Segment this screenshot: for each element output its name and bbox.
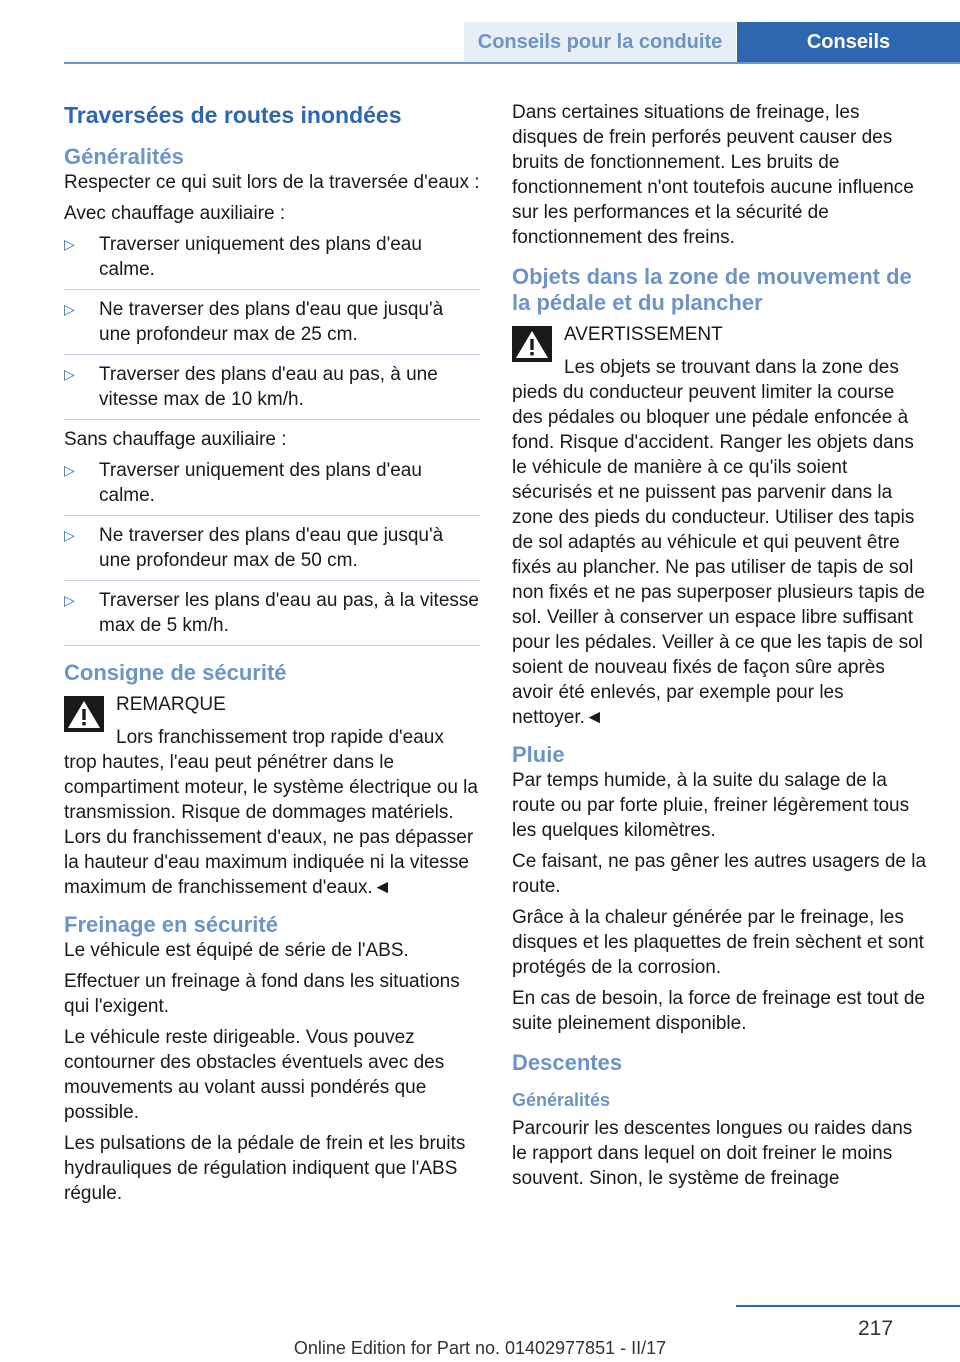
triangle-bullet-icon: ▷ bbox=[64, 462, 75, 478]
with-heater-label: Avec chauffage auxiliaire : bbox=[64, 203, 286, 224]
page-header bbox=[0, 22, 960, 64]
heading-general: Généralités bbox=[64, 144, 184, 169]
abs-paragraph-1: Le véhicule est équipé de série de l'ABS. bbox=[64, 940, 409, 961]
triangle-bullet-icon: ▷ bbox=[64, 301, 75, 317]
heading-safety: Consigne de sécurité bbox=[64, 660, 287, 685]
rain-paragraph-2: Ce faisant, ne pas gêner les autres usagers de la route. bbox=[512, 851, 927, 897]
triangle-bullet-icon: ▷ bbox=[64, 236, 75, 252]
page-number: 217 bbox=[858, 1317, 894, 1340]
abs-paragraph-3: Le véhicule reste dirigeable. Vous pouvez contourner des obstacles éventuels avec des mouvements au volant aussi pondérés que possible. bbox=[64, 1027, 445, 1123]
notice-title: REMARQUE bbox=[116, 694, 226, 715]
heading-pedal-objects: Objets dans la zone de mouvement de la pédale et du plancher bbox=[512, 264, 912, 315]
header-chapter-tab: Conseils bbox=[737, 22, 960, 62]
rain-paragraph-3: Grâce à la chaleur générée par le freinage, les disques et les plaquettes de frein sèchent et sont protégés de la corrosion. bbox=[512, 907, 924, 978]
left-column bbox=[64, 100, 480, 1212]
footer-rule bbox=[736, 1305, 960, 1307]
list-item: ▷ Traverser les plans d'eau au pas, à la vitesse max de 5 km/h. bbox=[64, 588, 480, 646]
heading-flooded-roads: Traversées de routes inondées bbox=[64, 102, 402, 128]
notice-text: Lors franchissement trop rapide d'eaux trop hautes, l'eau peut pénétrer dans le compartiment moteur, le système électrique ou la transmission. Risque de dommages matériels. Lors du franchissement d'eaux, ne pas dépasser la hauteur d'eau maximum indiquée ni la vitesse maximum de franchissement d'eaux.◄ bbox=[64, 727, 478, 898]
warning-triangle-icon bbox=[64, 696, 104, 732]
with-heater-list bbox=[64, 232, 480, 420]
intro-paragraph: Respecter ce qui suit lors de la traversée d'eaux : bbox=[64, 172, 480, 193]
descents-paragraph: Parcourir les descentes longues ou raides dans le rapport dans lequel on doit freiner le moins souvent. Sinon, le système de freinage bbox=[512, 1118, 913, 1189]
triangle-bullet-icon: ▷ bbox=[64, 366, 75, 382]
rain-paragraph-4: En cas de besoin, la force de freinage est tout de suite pleinement disponible. bbox=[512, 988, 925, 1034]
abs-paragraph-2: Effectuer un freinage à fond dans les situations qui l'exigent. bbox=[64, 971, 460, 1017]
triangle-bullet-icon: ▷ bbox=[64, 527, 75, 543]
edition-note: Online Edition for Part no. 01402977851 - II/17 bbox=[293, 1338, 667, 1358]
notice-box bbox=[64, 692, 480, 900]
list-item: ▷ Traverser uniquement des plans d'eau calme. bbox=[64, 458, 480, 516]
rain-paragraph-1: Par temps humide, à la suite du salage de la route ou par forte pluie, freiner légèrement tous les quelques kilomètres. bbox=[512, 770, 910, 841]
heading-descents-general: Généralités bbox=[512, 1090, 611, 1110]
heading-descents: Descentes bbox=[512, 1050, 623, 1075]
abs-paragraph-4: Les pulsations de la pédale de frein et les bruits hydrauliques de régulation indiquent que l'ABS régule. bbox=[64, 1133, 466, 1204]
without-heater-list bbox=[64, 458, 480, 646]
warning-text: Les objets se trouvant dans la zone des pieds du conducteur peuvent limiter la course des pédales ou bloquer une pédale enfoncée à fond. Risque d'accident. Ranger les objets dans le véhicule de manière à ce qu'ils soient sécurisés et ne puissent pas parvenir dans la zone des pieds du conducteur. Utiliser des tapis de sol adaptés au véhicule et qui peuvent être fixés au plancher. Ne pas utiliser de tapis de sol non fixés et ne pas superposer plusieurs tapis de sol. Veiller à conserver un espace libre suffisant pour les pédales. Veiller à ce que les tapis de sol soient de nouveau fixés de façon sûre après avoir été enlevés, par exemple pour les nettoyer.◄ bbox=[512, 357, 925, 728]
heading-rain: Pluie bbox=[512, 742, 565, 767]
list-item: ▷ Ne traverser des plans d'eau que jusqu'à une profondeur max de 25 cm. bbox=[64, 297, 480, 355]
brake-disc-paragraph: Dans certaines situations de freinage, les disques de frein perforés peuvent causer des bruits de fonctionnement. Les bruits de fonctionnement n'ont toutefois aucune influence sur les performances et la sécurité de fonctionnement des freins. bbox=[512, 102, 914, 248]
list-item: ▷ Traverser uniquement des plans d'eau calme. bbox=[64, 232, 480, 290]
warning-box bbox=[512, 322, 928, 730]
header-rule bbox=[64, 62, 960, 64]
warning-title: AVERTISSEMENT bbox=[564, 324, 723, 345]
list-item: ▷ Traverser des plans d'eau au pas, à une vitesse max de 10 km/h. bbox=[64, 362, 480, 420]
right-column bbox=[512, 100, 928, 1197]
triangle-bullet-icon: ▷ bbox=[64, 592, 75, 608]
without-heater-label: Sans chauffage auxiliaire : bbox=[64, 429, 287, 450]
warning-triangle-icon bbox=[512, 326, 552, 362]
list-item: ▷ Ne traverser des plans d'eau que jusqu'à une profondeur max de 50 cm. bbox=[64, 523, 480, 581]
heading-safe-braking: Freinage en sécurité bbox=[64, 912, 278, 937]
header-section-tab: Conseils pour la conduite bbox=[464, 22, 736, 62]
